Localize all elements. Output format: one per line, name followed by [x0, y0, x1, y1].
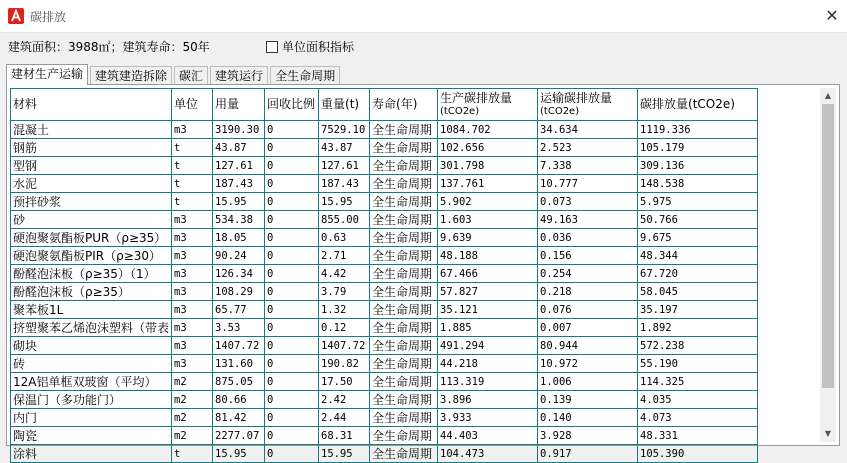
- col-header-transport-emission[interactable]: [538, 89, 638, 121]
- cell-weight[interactable]: 43.87: [319, 139, 370, 157]
- cell-production-emission[interactable]: 1.603: [438, 211, 538, 229]
- cell-recycle-ratio[interactable]: 0: [265, 265, 319, 283]
- cell-unit[interactable]: m2: [172, 373, 213, 391]
- cell-total-emission[interactable]: 105.390: [638, 445, 758, 463]
- table-row[interactable]: [11, 175, 758, 193]
- window-title: 碳排放: [30, 10, 67, 24]
- cell-lifespan[interactable]: 全生命周期: [370, 409, 438, 427]
- cell-quantity[interactable]: 15.95: [213, 445, 265, 463]
- col-header-weight[interactable]: [319, 89, 370, 121]
- cell-total-emission[interactable]: 55.190: [638, 355, 758, 373]
- cell-weight[interactable]: 1407.72: [319, 337, 370, 355]
- cell-weight[interactable]: 2.71: [319, 247, 370, 265]
- table-row[interactable]: [11, 211, 758, 229]
- cell-quantity[interactable]: 3190.30: [213, 121, 265, 139]
- cell-lifespan[interactable]: 全生命周期: [370, 337, 438, 355]
- cell-production-emission[interactable]: 104.473: [438, 445, 538, 463]
- table-header-row: [11, 89, 758, 121]
- scroll-up-icon[interactable]: ▲: [824, 91, 832, 100]
- cell-unit[interactable]: m3: [172, 211, 213, 229]
- cell-production-emission[interactable]: 3.933: [438, 409, 538, 427]
- cell-recycle-ratio[interactable]: 0: [265, 391, 319, 409]
- col-header-total-emission[interactable]: [638, 89, 758, 121]
- cell-material[interactable]: 内门: [11, 409, 172, 427]
- tab-construction-demolition[interactable]: 建筑建造拆除: [90, 66, 172, 85]
- cell-production-emission[interactable]: 35.121: [438, 301, 538, 319]
- cell-transport-emission[interactable]: 0.156: [538, 247, 638, 265]
- col-header-lifespan[interactable]: [370, 89, 438, 121]
- cell-quantity[interactable]: 2277.07: [213, 427, 265, 445]
- col-header-production-emission[interactable]: [438, 89, 538, 121]
- cell-production-emission[interactable]: 102.656: [438, 139, 538, 157]
- cell-weight[interactable]: 1.32: [319, 301, 370, 319]
- emission-table-viewport: [10, 88, 821, 461]
- cell-material[interactable]: 挤塑聚苯乙烯泡沫塑料（带表: [11, 319, 172, 337]
- cell-weight[interactable]: 7529.10: [319, 121, 370, 139]
- cell-total-emission[interactable]: 50.766: [638, 211, 758, 229]
- cell-transport-emission[interactable]: 80.944: [538, 337, 638, 355]
- unit-area-checkbox[interactable]: [266, 38, 354, 55]
- col-header-label: 材料: [13, 97, 38, 111]
- cell-production-emission[interactable]: 44.218: [438, 355, 538, 373]
- cell-lifespan[interactable]: 全生命周期: [370, 247, 438, 265]
- table-row[interactable]: [11, 301, 758, 319]
- cell-material[interactable]: 硬泡聚氨酯板PUR（ρ≥35）: [11, 229, 172, 247]
- emission-table: [10, 88, 758, 463]
- cell-quantity[interactable]: 187.43: [213, 175, 265, 193]
- cell-weight[interactable]: 0.12: [319, 319, 370, 337]
- cell-production-emission[interactable]: 57.827: [438, 283, 538, 301]
- cell-lifespan[interactable]: 全生命周期: [370, 121, 438, 139]
- cell-transport-emission[interactable]: 0.007: [538, 319, 638, 337]
- tab-panel: [6, 84, 840, 461]
- cell-weight[interactable]: 4.42: [319, 265, 370, 283]
- cell-recycle-ratio[interactable]: 0: [265, 409, 319, 427]
- cell-quantity[interactable]: 127.61: [213, 157, 265, 175]
- cell-total-emission[interactable]: 35.197: [638, 301, 758, 319]
- table-row[interactable]: [11, 427, 758, 445]
- cell-recycle-ratio[interactable]: 0: [265, 337, 319, 355]
- cell-production-emission[interactable]: 491.294: [438, 337, 538, 355]
- cell-transport-emission[interactable]: 0.076: [538, 301, 638, 319]
- cell-weight[interactable]: 187.43: [319, 175, 370, 193]
- table-row[interactable]: [11, 337, 758, 355]
- table-row[interactable]: [11, 355, 758, 373]
- cell-lifespan[interactable]: 全生命周期: [370, 157, 438, 175]
- cell-quantity[interactable]: 81.42: [213, 409, 265, 427]
- table-row[interactable]: [11, 445, 758, 463]
- cell-recycle-ratio[interactable]: 0: [265, 193, 319, 211]
- scroll-down-icon[interactable]: ▼: [824, 429, 832, 438]
- cell-total-emission[interactable]: 1119.336: [638, 121, 758, 139]
- cell-production-emission[interactable]: 301.798: [438, 157, 538, 175]
- cell-production-emission[interactable]: 1.885: [438, 319, 538, 337]
- col-header-material[interactable]: [11, 89, 172, 121]
- cell-lifespan[interactable]: 全生命周期: [370, 427, 438, 445]
- cell-production-emission[interactable]: 48.188: [438, 247, 538, 265]
- cell-recycle-ratio[interactable]: 0: [265, 301, 319, 319]
- cell-quantity[interactable]: 875.05: [213, 373, 265, 391]
- cell-transport-emission[interactable]: 0.140: [538, 409, 638, 427]
- cell-material[interactable]: 聚苯板1L: [11, 301, 172, 319]
- tab-full-lifecycle[interactable]: 全生命周期: [270, 66, 340, 85]
- cell-unit[interactable]: t: [172, 445, 213, 463]
- cell-weight[interactable]: 2.44: [319, 409, 370, 427]
- cell-material[interactable]: 酚醛泡沫板（ρ≥35）（1）: [11, 265, 172, 283]
- table-row[interactable]: [11, 319, 758, 337]
- title-bar: [0, 0, 847, 33]
- cell-unit[interactable]: t: [172, 175, 213, 193]
- cell-recycle-ratio[interactable]: 0: [265, 319, 319, 337]
- cell-unit[interactable]: m3: [172, 247, 213, 265]
- cell-recycle-ratio[interactable]: 0: [265, 121, 319, 139]
- table-row[interactable]: [11, 283, 758, 301]
- cell-transport-emission[interactable]: 7.338: [538, 157, 638, 175]
- cell-quantity[interactable]: 3.53: [213, 319, 265, 337]
- cell-lifespan[interactable]: 全生命周期: [370, 211, 438, 229]
- cell-unit[interactable]: m2: [172, 391, 213, 409]
- tab-bar: [6, 64, 342, 85]
- cell-unit[interactable]: t: [172, 193, 213, 211]
- cell-weight[interactable]: 127.61: [319, 157, 370, 175]
- cell-material[interactable]: 硬泡聚氨酯板PIR（ρ≥30）: [11, 247, 172, 265]
- table-row[interactable]: [11, 265, 758, 283]
- cell-material[interactable]: 型钢: [11, 157, 172, 175]
- cell-quantity[interactable]: 15.95: [213, 193, 265, 211]
- cell-weight[interactable]: 190.82: [319, 355, 370, 373]
- vertical-scrollbar[interactable]: [820, 88, 836, 442]
- cell-material[interactable]: 预拌砂浆: [11, 193, 172, 211]
- unit-area-label: 单位面积指标: [282, 40, 355, 54]
- cell-unit[interactable]: m3: [172, 283, 213, 301]
- cell-total-emission[interactable]: 4.035: [638, 391, 758, 409]
- cell-transport-emission[interactable]: 0.073: [538, 193, 638, 211]
- cell-material[interactable]: 砖: [11, 355, 172, 373]
- cell-lifespan[interactable]: 全生命周期: [370, 355, 438, 373]
- cell-transport-emission[interactable]: 10.777: [538, 175, 638, 193]
- cell-lifespan[interactable]: 全生命周期: [370, 319, 438, 337]
- cell-lifespan[interactable]: 全生命周期: [370, 193, 438, 211]
- cell-material[interactable]: 砂: [11, 211, 172, 229]
- cell-production-emission[interactable]: 67.466: [438, 265, 538, 283]
- table-row[interactable]: [11, 121, 758, 139]
- cell-recycle-ratio[interactable]: 0: [265, 139, 319, 157]
- col-header-unit: (tCO2e): [440, 105, 480, 117]
- col-header-unit[interactable]: [172, 89, 213, 121]
- cell-transport-emission[interactable]: 2.523: [538, 139, 638, 157]
- cell-weight[interactable]: 15.95: [319, 445, 370, 463]
- tab-building-operation[interactable]: 建筑运行: [210, 66, 268, 85]
- cell-material[interactable]: 涂料: [11, 445, 172, 463]
- cell-quantity[interactable]: 80.66: [213, 391, 265, 409]
- cell-transport-emission[interactable]: 49.163: [538, 211, 638, 229]
- cell-unit[interactable]: m3: [172, 337, 213, 355]
- cell-weight[interactable]: 15.95: [319, 193, 370, 211]
- col-header-recycle-ratio[interactable]: [265, 89, 319, 121]
- col-header-label: 单位: [174, 97, 199, 111]
- table-row[interactable]: [11, 391, 758, 409]
- cell-transport-emission[interactable]: 0.254: [538, 265, 638, 283]
- tab-carbon-sink[interactable]: 碳汇: [174, 66, 208, 85]
- cell-transport-emission[interactable]: 0.139: [538, 391, 638, 409]
- cell-transport-emission[interactable]: 34.634: [538, 121, 638, 139]
- cell-total-emission[interactable]: 67.720: [638, 265, 758, 283]
- cell-weight[interactable]: 2.42: [319, 391, 370, 409]
- cell-recycle-ratio[interactable]: 0: [265, 283, 319, 301]
- cell-recycle-ratio[interactable]: 0: [265, 373, 319, 391]
- cell-recycle-ratio[interactable]: 0: [265, 157, 319, 175]
- cell-total-emission[interactable]: 5.975: [638, 193, 758, 211]
- cell-transport-emission[interactable]: 0.036: [538, 229, 638, 247]
- col-header-label: 寿命(年): [372, 97, 418, 111]
- cell-quantity[interactable]: 65.77: [213, 301, 265, 319]
- cell-production-emission[interactable]: 137.761: [438, 175, 538, 193]
- cell-weight[interactable]: 855.00: [319, 211, 370, 229]
- cell-quantity[interactable]: 90.24: [213, 247, 265, 265]
- cell-total-emission[interactable]: 572.238: [638, 337, 758, 355]
- cell-unit[interactable]: m3: [172, 265, 213, 283]
- cell-unit[interactable]: m2: [172, 427, 213, 445]
- cell-quantity[interactable]: 534.38: [213, 211, 265, 229]
- cell-lifespan[interactable]: 全生命周期: [370, 301, 438, 319]
- cell-recycle-ratio[interactable]: 0: [265, 211, 319, 229]
- cell-total-emission[interactable]: 1.892: [638, 319, 758, 337]
- close-icon[interactable]: ✕: [825, 6, 839, 25]
- cell-weight[interactable]: 17.50: [319, 373, 370, 391]
- cell-material[interactable]: 陶瓷: [11, 427, 172, 445]
- cell-recycle-ratio[interactable]: 0: [265, 427, 319, 445]
- table-row[interactable]: [11, 247, 758, 265]
- cell-transport-emission[interactable]: 1.006: [538, 373, 638, 391]
- cell-weight[interactable]: 68.31: [319, 427, 370, 445]
- cell-material[interactable]: 混凝土: [11, 121, 172, 139]
- cell-lifespan[interactable]: 全生命周期: [370, 283, 438, 301]
- cell-unit[interactable]: m2: [172, 409, 213, 427]
- cell-transport-emission[interactable]: 10.972: [538, 355, 638, 373]
- tab-material-production-transport[interactable]: 建材生产运输: [6, 64, 88, 85]
- cell-unit[interactable]: m3: [172, 319, 213, 337]
- cell-production-emission[interactable]: 44.403: [438, 427, 538, 445]
- cell-transport-emission[interactable]: 0.917: [538, 445, 638, 463]
- cell-lifespan[interactable]: 全生命周期: [370, 265, 438, 283]
- cell-transport-emission[interactable]: 0.218: [538, 283, 638, 301]
- cell-total-emission[interactable]: 58.045: [638, 283, 758, 301]
- table-row[interactable]: [11, 373, 758, 391]
- cell-total-emission[interactable]: 148.538: [638, 175, 758, 193]
- cell-total-emission[interactable]: 105.179: [638, 139, 758, 157]
- table-row[interactable]: [11, 157, 758, 175]
- cell-lifespan[interactable]: 全生命周期: [370, 391, 438, 409]
- cell-unit[interactable]: t: [172, 139, 213, 157]
- cell-recycle-ratio[interactable]: 0: [265, 355, 319, 373]
- cell-material[interactable]: 保温门（多功能门）: [11, 391, 172, 409]
- cell-lifespan[interactable]: 全生命周期: [370, 175, 438, 193]
- col-header-label: 运输碳排放量: [540, 90, 613, 105]
- col-header-unit: (tCO2e): [540, 105, 580, 117]
- cell-lifespan[interactable]: 全生命周期: [370, 445, 438, 463]
- cell-quantity[interactable]: 131.60: [213, 355, 265, 373]
- cell-production-emission[interactable]: 5.902: [438, 193, 538, 211]
- cell-lifespan[interactable]: 全生命周期: [370, 139, 438, 157]
- cell-production-emission[interactable]: 113.319: [438, 373, 538, 391]
- cell-material[interactable]: 钢筋: [11, 139, 172, 157]
- col-header-label: 用量: [215, 97, 240, 111]
- cell-lifespan[interactable]: 全生命周期: [370, 373, 438, 391]
- cell-quantity[interactable]: 43.87: [213, 139, 265, 157]
- autocad-a-icon: [8, 8, 24, 24]
- cell-material[interactable]: 砌块: [11, 337, 172, 355]
- table-row[interactable]: [11, 409, 758, 427]
- cell-lifespan[interactable]: 全生命周期: [370, 229, 438, 247]
- cell-material[interactable]: 水泥: [11, 175, 172, 193]
- cell-transport-emission[interactable]: 3.928: [538, 427, 638, 445]
- cell-total-emission[interactable]: 4.073: [638, 409, 758, 427]
- table-row[interactable]: [11, 139, 758, 157]
- col-header-quantity[interactable]: [213, 89, 265, 121]
- cell-total-emission[interactable]: 48.344: [638, 247, 758, 265]
- cell-unit[interactable]: m3: [172, 301, 213, 319]
- cell-recycle-ratio[interactable]: 0: [265, 175, 319, 193]
- cell-unit[interactable]: m3: [172, 121, 213, 139]
- checkbox-box[interactable]: [266, 41, 278, 53]
- table-row[interactable]: [11, 193, 758, 211]
- cell-total-emission[interactable]: 309.136: [638, 157, 758, 175]
- scroll-thumb[interactable]: [822, 104, 834, 388]
- col-header-label: 回收比例: [267, 97, 316, 111]
- cell-material[interactable]: 12A铝单框双玻窗（平均）: [11, 373, 172, 391]
- cell-weight[interactable]: 3.79: [319, 283, 370, 301]
- cell-recycle-ratio[interactable]: 0: [265, 229, 319, 247]
- cell-recycle-ratio[interactable]: 0: [265, 445, 319, 463]
- cell-unit[interactable]: m3: [172, 229, 213, 247]
- col-header-label: 生产碳排放量: [440, 90, 513, 105]
- cell-quantity[interactable]: 126.34: [213, 265, 265, 283]
- cell-unit[interactable]: m3: [172, 355, 213, 373]
- cell-unit[interactable]: t: [172, 157, 213, 175]
- cell-quantity[interactable]: 18.05: [213, 229, 265, 247]
- building-summary: 建筑面积：3988㎡；建筑寿命：50年: [8, 40, 210, 54]
- cell-total-emission[interactable]: 9.675: [638, 229, 758, 247]
- cell-weight[interactable]: 0.63: [319, 229, 370, 247]
- cell-material[interactable]: 酚醛泡沫板（ρ≥35）: [11, 283, 172, 301]
- cell-quantity[interactable]: 1407.72: [213, 337, 265, 355]
- cell-production-emission[interactable]: 1084.702: [438, 121, 538, 139]
- cell-total-emission[interactable]: 48.331: [638, 427, 758, 445]
- cell-production-emission[interactable]: 3.896: [438, 391, 538, 409]
- cell-total-emission[interactable]: 114.325: [638, 373, 758, 391]
- table-row[interactable]: [11, 229, 758, 247]
- table-body: [11, 121, 758, 463]
- col-header-label: 重量(t): [321, 97, 360, 111]
- cell-recycle-ratio[interactable]: 0: [265, 247, 319, 265]
- col-header-label: 碳排放量(tCO2e): [640, 97, 735, 111]
- cell-production-emission[interactable]: 9.639: [438, 229, 538, 247]
- cell-quantity[interactable]: 108.29: [213, 283, 265, 301]
